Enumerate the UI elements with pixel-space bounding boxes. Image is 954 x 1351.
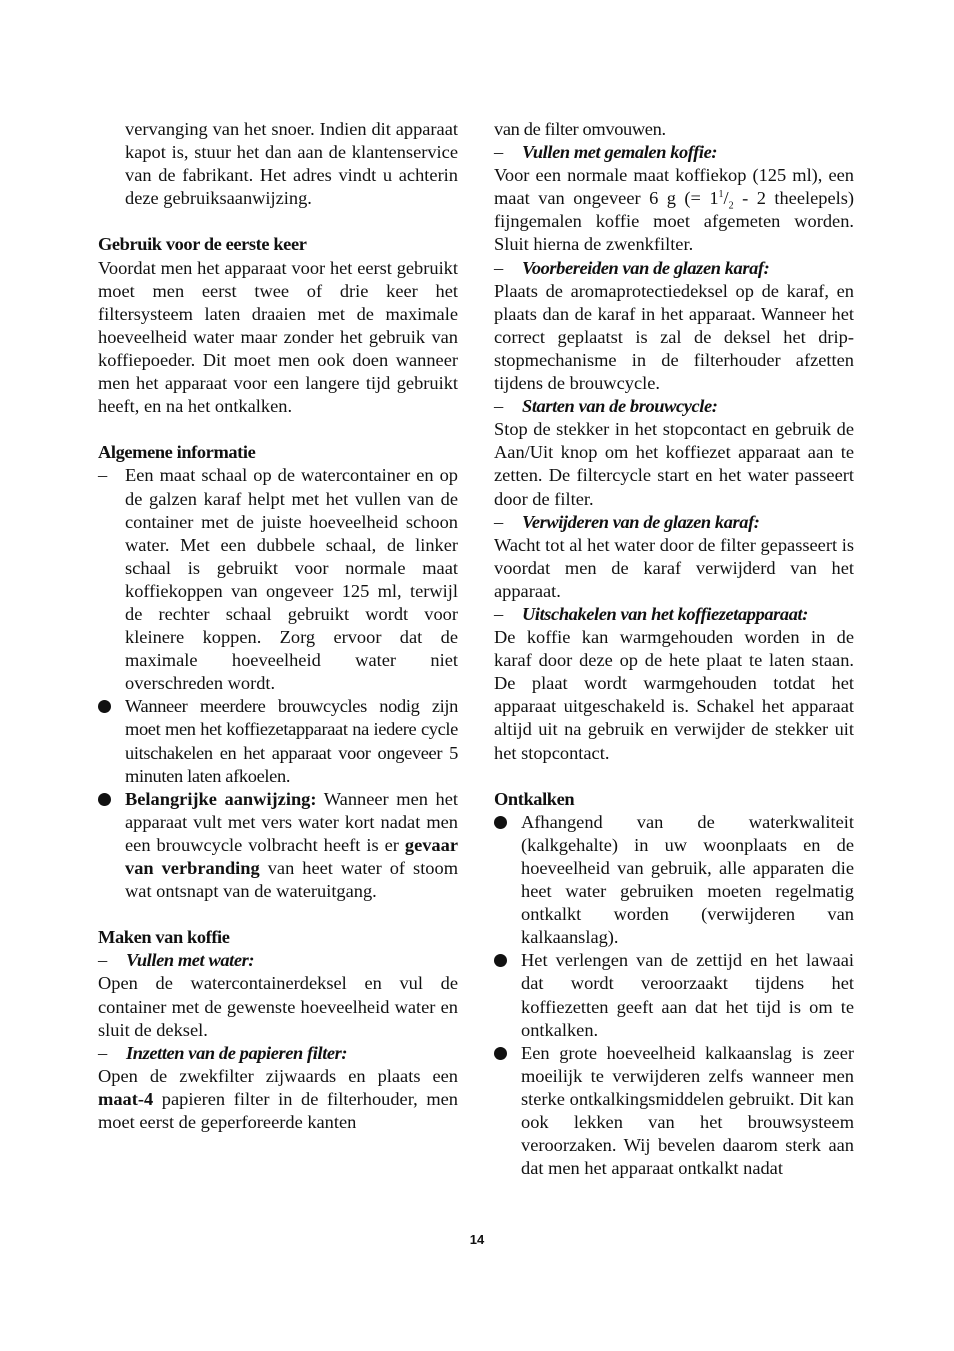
spacer [98, 418, 458, 441]
warning-text-after: van heet water of stoom wat ontsnapt van de wateruitgang. [125, 858, 458, 902]
spacer [98, 903, 458, 926]
list-item-text: Een grote hoeveelheid kalkaanslag is zeer moeilijk te verwijderen zelfs wanneer men sterke ontkalkingsmiddelen gebruikt. Dit kan ook lekken van het brouwsysteem veroorzaken. Wij bevelen daarom sterk aan dat men het apparaat ontkalkt nadat [521, 1042, 854, 1179]
page-number: 14 [469, 1232, 485, 1247]
bullet-icon [494, 949, 521, 972]
step-start-text: Stop de stekker in het stopcontact en gebruik de Aan/Uit knop om het koffiezet apparaat aan te zetten. De filtercycle start en het water passeert door de filter. [494, 419, 854, 509]
step-paper-filter-text: Open de zwekfilter zijwaards en plaats een maat-4 papieren filter in de filterhouder, men moet eerst de geperforeerde kanten [98, 1065, 458, 1133]
step-carafe-title: – Voorbereiden van de glazen karaf: [494, 257, 854, 280]
warning-item [98, 788, 458, 903]
descaling-heading: Ontkalken [494, 788, 575, 809]
warning-label: Belangrijke aanwijzing: [125, 788, 317, 809]
general-info-heading: Algemene informatie [98, 442, 256, 463]
step-switch-off-title: – Uitschakelen van het koffiezetapparaat: [494, 603, 854, 626]
step-remove-carafe-title: – Verwijderen van de glazen karaf: [494, 511, 854, 534]
dash-marker: – [98, 465, 108, 486]
dash-marker: – [494, 511, 503, 532]
step-ground-coffee-text: Voor een normale maat koffiekop (125 ml), een maat van ongeveer 6 g (= $1^1/_2 - 2$ theelepels) fijngemalen koffie moet afgemeten worden. Sluit hierna de zwenkfilter. [494, 165, 855, 255]
list-item [494, 949, 854, 1041]
step-paper-filter-title: – Inzetten van de papieren filter: [98, 1042, 458, 1065]
step-switch-off-text: De koffie kan warmgehouden worden in de karaf door deze op de hete plaat te laten staan. De plaat wordt warmgehouden totdat het apparaat uitgeschakeld is. Schakel het apparaat altijd uit na gebruik en verwijder de stekker uit het stopcontact. [494, 627, 854, 763]
list-item [98, 464, 458, 695]
bullet-icon [98, 788, 125, 811]
making-coffee-heading: Maken van koffie [98, 927, 230, 948]
spacer [494, 765, 854, 788]
first-use-heading: Gebruik voor de eerste keer [98, 234, 307, 255]
first-use-text: Voordat men het apparaat voor het eerst gebruikt moet men eerst twee of drie keer het filtersysteem laten draaien met de maximale hoeveelheid water maar zonder het gebruik van koffiepoeder. Dit moet men ook doen wanneer men het apparaat voor een langere tijd gebruikt heeft, en na het ontkalken. [98, 257, 458, 417]
continued-text: van de filter omvouwen. [494, 119, 666, 139]
bullet-icon [494, 811, 521, 834]
list-item [494, 1042, 854, 1181]
dash-marker: – [494, 142, 503, 163]
step-fill-water-title: – Vullen met water: [98, 949, 458, 972]
list-item-text: Wanneer meerdere brouwcycles nodig zijn moet men het koffiezetapparaat na iedere cycle uitschakelen en het apparaat voor ongeveer 5 minuten laten afkoelen. [125, 696, 458, 786]
dash-marker: – [494, 257, 503, 278]
warning-text-before: Wanneer men het apparaat vult met vers water kort nadat men een brouwcycle volbracht heeft is er [125, 788, 459, 855]
list-item [494, 811, 854, 950]
step-remove-carafe-text: Wacht tot al het water door de filter gepasseert is voordat men de karaf verwijderd van het apparaat. [494, 534, 854, 601]
bullet-icon [494, 1042, 521, 1065]
right-column [494, 118, 854, 1180]
step-start-title: – Starten van de brouwcycle: [494, 395, 854, 418]
dash-marker: – [98, 1042, 107, 1063]
dash-marker: – [98, 950, 107, 971]
bullet-icon [98, 695, 125, 718]
dash-marker: – [494, 396, 503, 417]
dash-marker: – [494, 603, 503, 624]
left-column [98, 118, 458, 1134]
list-item-text: Een maat schaal op de watercontainer en op de galzen karaf helpt met het vullen van de container met de juiste hoeveelheid schoon water. Met een dubbele schaal, de linker schaal is gebruikt voor normale maat koffiekoppen van ongeveer 125 ml, terwijl de rechter schaal gebruikt wordt voor kleinere koppen. Zorg ervoor dat de maximale hoeveelheid water niet overschreden wordt. [125, 465, 458, 694]
list-item-text: Het verlengen van de zettijd en het lawaai dat wordt veroorzaakt tijdens het koffiezetten geeft aan dat het tijd is om te ontkalken. [521, 950, 854, 1040]
filter-size: maat-4 [98, 1088, 154, 1109]
burn-hazard-text: gevaar van verbranding [125, 834, 458, 878]
spacer [98, 210, 458, 233]
list-item-text: Afhangend van de waterkwaliteit (kalkgehalte) in uw woonplaats en de hoeveelheid van gebruik, alle apparaten die heet water gebruiken moeten regelmatig ontkalkt worden (verwijderen van kalkaanslag). [521, 811, 854, 948]
step-ground-coffee-title: – Vullen met gemalen koffie: [494, 141, 854, 164]
intro-paragraph: vervanging van het snoer. Indien dit apparaat kapot is, stuur het dan aan de klantenservice van de fabrikant. Het adres vindt u achterin deze gebruiksaanwijzing. [125, 119, 458, 209]
step-carafe-text: Plaats de aromaprotectiedeksel op de karaf, en plaats dan de karaf in het apparaat. Wanneer het correct geplaatst is zal de deksel het drip-stopmechanisme in de filterhouder afzetten tijdens de brouwcycle. [494, 280, 854, 394]
list-item [98, 695, 458, 787]
step-fill-water-text: Open de watercontainerdeksel en vul de container met de gewenste hoeveelheid water en sluit de deksel. [98, 973, 458, 1040]
